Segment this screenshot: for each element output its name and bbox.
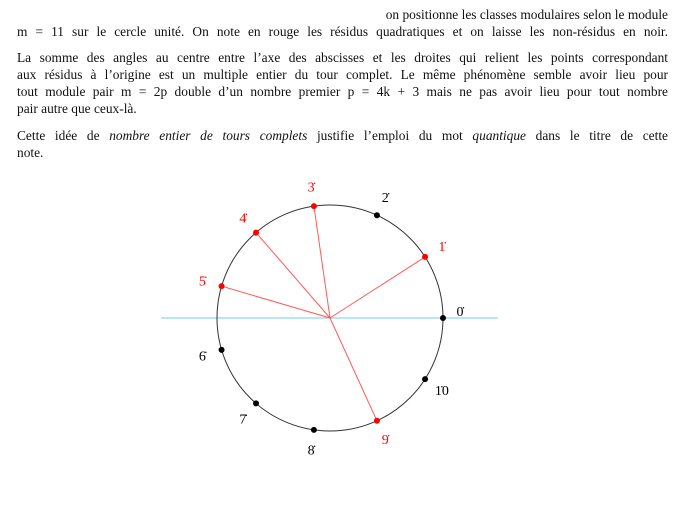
paragraph-2-line-4: pair autre que ceux-là.	[17, 101, 137, 116]
text-segment: Cette idée de	[17, 128, 110, 143]
point-label: 0̇	[456, 305, 464, 320]
nonresidue-point	[440, 315, 446, 321]
point-label: 3̇	[307, 180, 315, 196]
residue-point	[374, 418, 380, 424]
residue-rays	[222, 206, 425, 421]
residue-point	[253, 230, 259, 236]
emphasis-text: quantique	[472, 128, 526, 143]
residue-point	[422, 254, 428, 260]
nonresidue-point	[374, 212, 380, 218]
residue-ray	[314, 206, 330, 318]
point-label: 6̇	[198, 349, 206, 365]
text-segment: justifie l’emploi du mot	[307, 128, 473, 143]
nonresidue-point	[422, 376, 428, 382]
text-segment: dans le titre de cette	[525, 128, 668, 143]
residue-ray	[222, 286, 330, 318]
emphasis-text: nombre entier de tours complets	[109, 128, 308, 143]
point-label: 5̇	[198, 274, 206, 290]
paragraph-2-line-3: tout module pair m = 2p double d’un nombre premier p = 4k + 3 mais ne pas avoir lieu pour tout nombre	[17, 84, 668, 99]
paragraph-1-line-1: on positionne les classes modulaires selon le module	[385, 7, 668, 22]
residue-ray	[330, 318, 377, 421]
residue-point	[311, 203, 317, 209]
paragraph-1-line-2: m = 11 sur le cercle unité. On note en rouge les résidus quadratiques et on laisse les non-résidus en noir.	[17, 24, 668, 39]
paragraph-2-line-2: aux résidus à l’origine est un multiple entier du tour complet. Le même phénomène semble avoir lieu pour	[17, 67, 668, 82]
point-label: 7̇	[239, 412, 247, 428]
nonresidue-point	[253, 400, 259, 406]
point-label: 9̇	[381, 432, 389, 448]
point-label: 2̇	[381, 191, 389, 207]
paragraph-3-line-2: note.	[17, 145, 44, 160]
point-label: 4̇	[239, 211, 247, 227]
paragraph-2-line-1: La somme des angles au centre entre l’axe des abscisses et les droites qui relient les points correspondant	[17, 50, 668, 65]
residue-ray	[330, 257, 425, 318]
point-label: 1̇0	[434, 383, 449, 399]
point-label: 8̇	[307, 443, 315, 459]
residue-point	[219, 283, 225, 289]
point-label: 1̇	[438, 240, 446, 256]
point-labels	[199, 180, 465, 458]
residue-ray	[256, 233, 330, 318]
nonresidue-point	[219, 347, 225, 353]
nonresidue-point	[311, 427, 317, 433]
